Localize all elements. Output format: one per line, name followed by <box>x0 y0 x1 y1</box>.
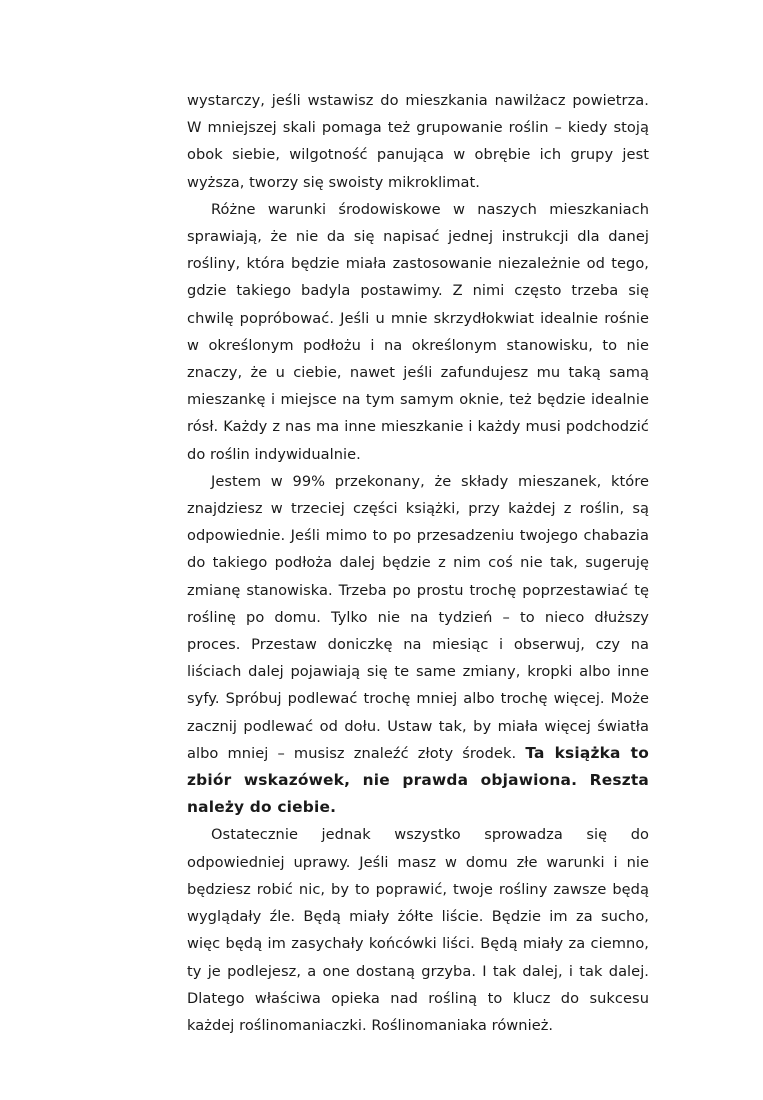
paragraph-1 <box>187 87 649 196</box>
paragraph-4 <box>187 821 649 1039</box>
paragraph-3-text: Jestem w 99% przekonany, że składy mieszanek, które znajdziesz w trzeciej części książki, przy każdej z roślin, są odpowiednie. Jeśli mimo to po przesadzeniu twojego chabazia do takiego podłoża dalej będzie z nim coś nie tak, sugeruję zmianę stanowiska. Trzeba po prostu trochę poprzestawiać tę roślinę po domu. Tylko nie na tydzień – to nieco dłuższy proces. Przestaw doniczkę na miesiąc i obserwuj, czy na liściach dalej pojawiają się te same zmiany, kropki albo inne syfy. Spróbuj podlewać trochę mniej albo trochę więcej. Może zacznij podlewać od dołu. Ustaw tak, by miała więcej światła albo mniej – musisz znaleźć złoty środek. <box>187 472 649 762</box>
paragraph-3-bold-text: Ta książka to zbiór wskazówek, nie prawda objawiona. Reszta należy do ciebie. <box>187 743 649 817</box>
paragraph-3 <box>187 468 649 822</box>
body-text <box>187 87 649 1039</box>
paragraph-2 <box>187 196 649 468</box>
paragraph-4-text: Ostatecznie jednak wszystko sprowadza się do odpowiedniej uprawy. Jeśli masz w domu złe warunki i nie będziesz robić nic, by to poprawić, twoje rośliny zawsze będą wyglądały źle. Będą miały żółte liście. Będzie im za sucho, więc będą im zasychały końcówki liści. Będą miały za ciemno, ty je podlejesz, a one dostaną grzyba. I tak dalej, i tak dalej. Dlatego właściwa opieka nad rośliną to klucz do sukcesu każdej roślinomaniaczki. Roślinomaniaka również. <box>187 826 649 1034</box>
paragraph-1-text: wystarczy, jeśli wstawisz do mieszkania nawilżacz powietrza. W mniejszej skali pomaga też grupowanie roślin – kiedy stoją obok siebie, wilgotność panująca w obrębie ich grupy jest wyższa, tworzy się swoisty mikroklimat. <box>187 92 649 191</box>
paragraph-2-text: Różne warunki środowiskowe w naszych mieszkaniach sprawiają, że nie da się napisać jednej instrukcji dla danej rośliny, która będzie miała zastosowanie niezależnie od tego, gdzie takiego badyla postawimy. Z nimi często trzeba się chwilę popróbować. Jeśli u mnie skrzydłokwiat idealnie rośnie w określonym podłożu i na określonym stanowisku, to nie znaczy, że u ciebie, nawet jeśli zafundujesz mu taką samą mieszankę i miejsce na tym samym oknie, też będzie idealnie rósł. Każdy z nas ma inne mieszkanie i każdy musi podchodzić do roślin indywidualnie. <box>187 200 649 463</box>
